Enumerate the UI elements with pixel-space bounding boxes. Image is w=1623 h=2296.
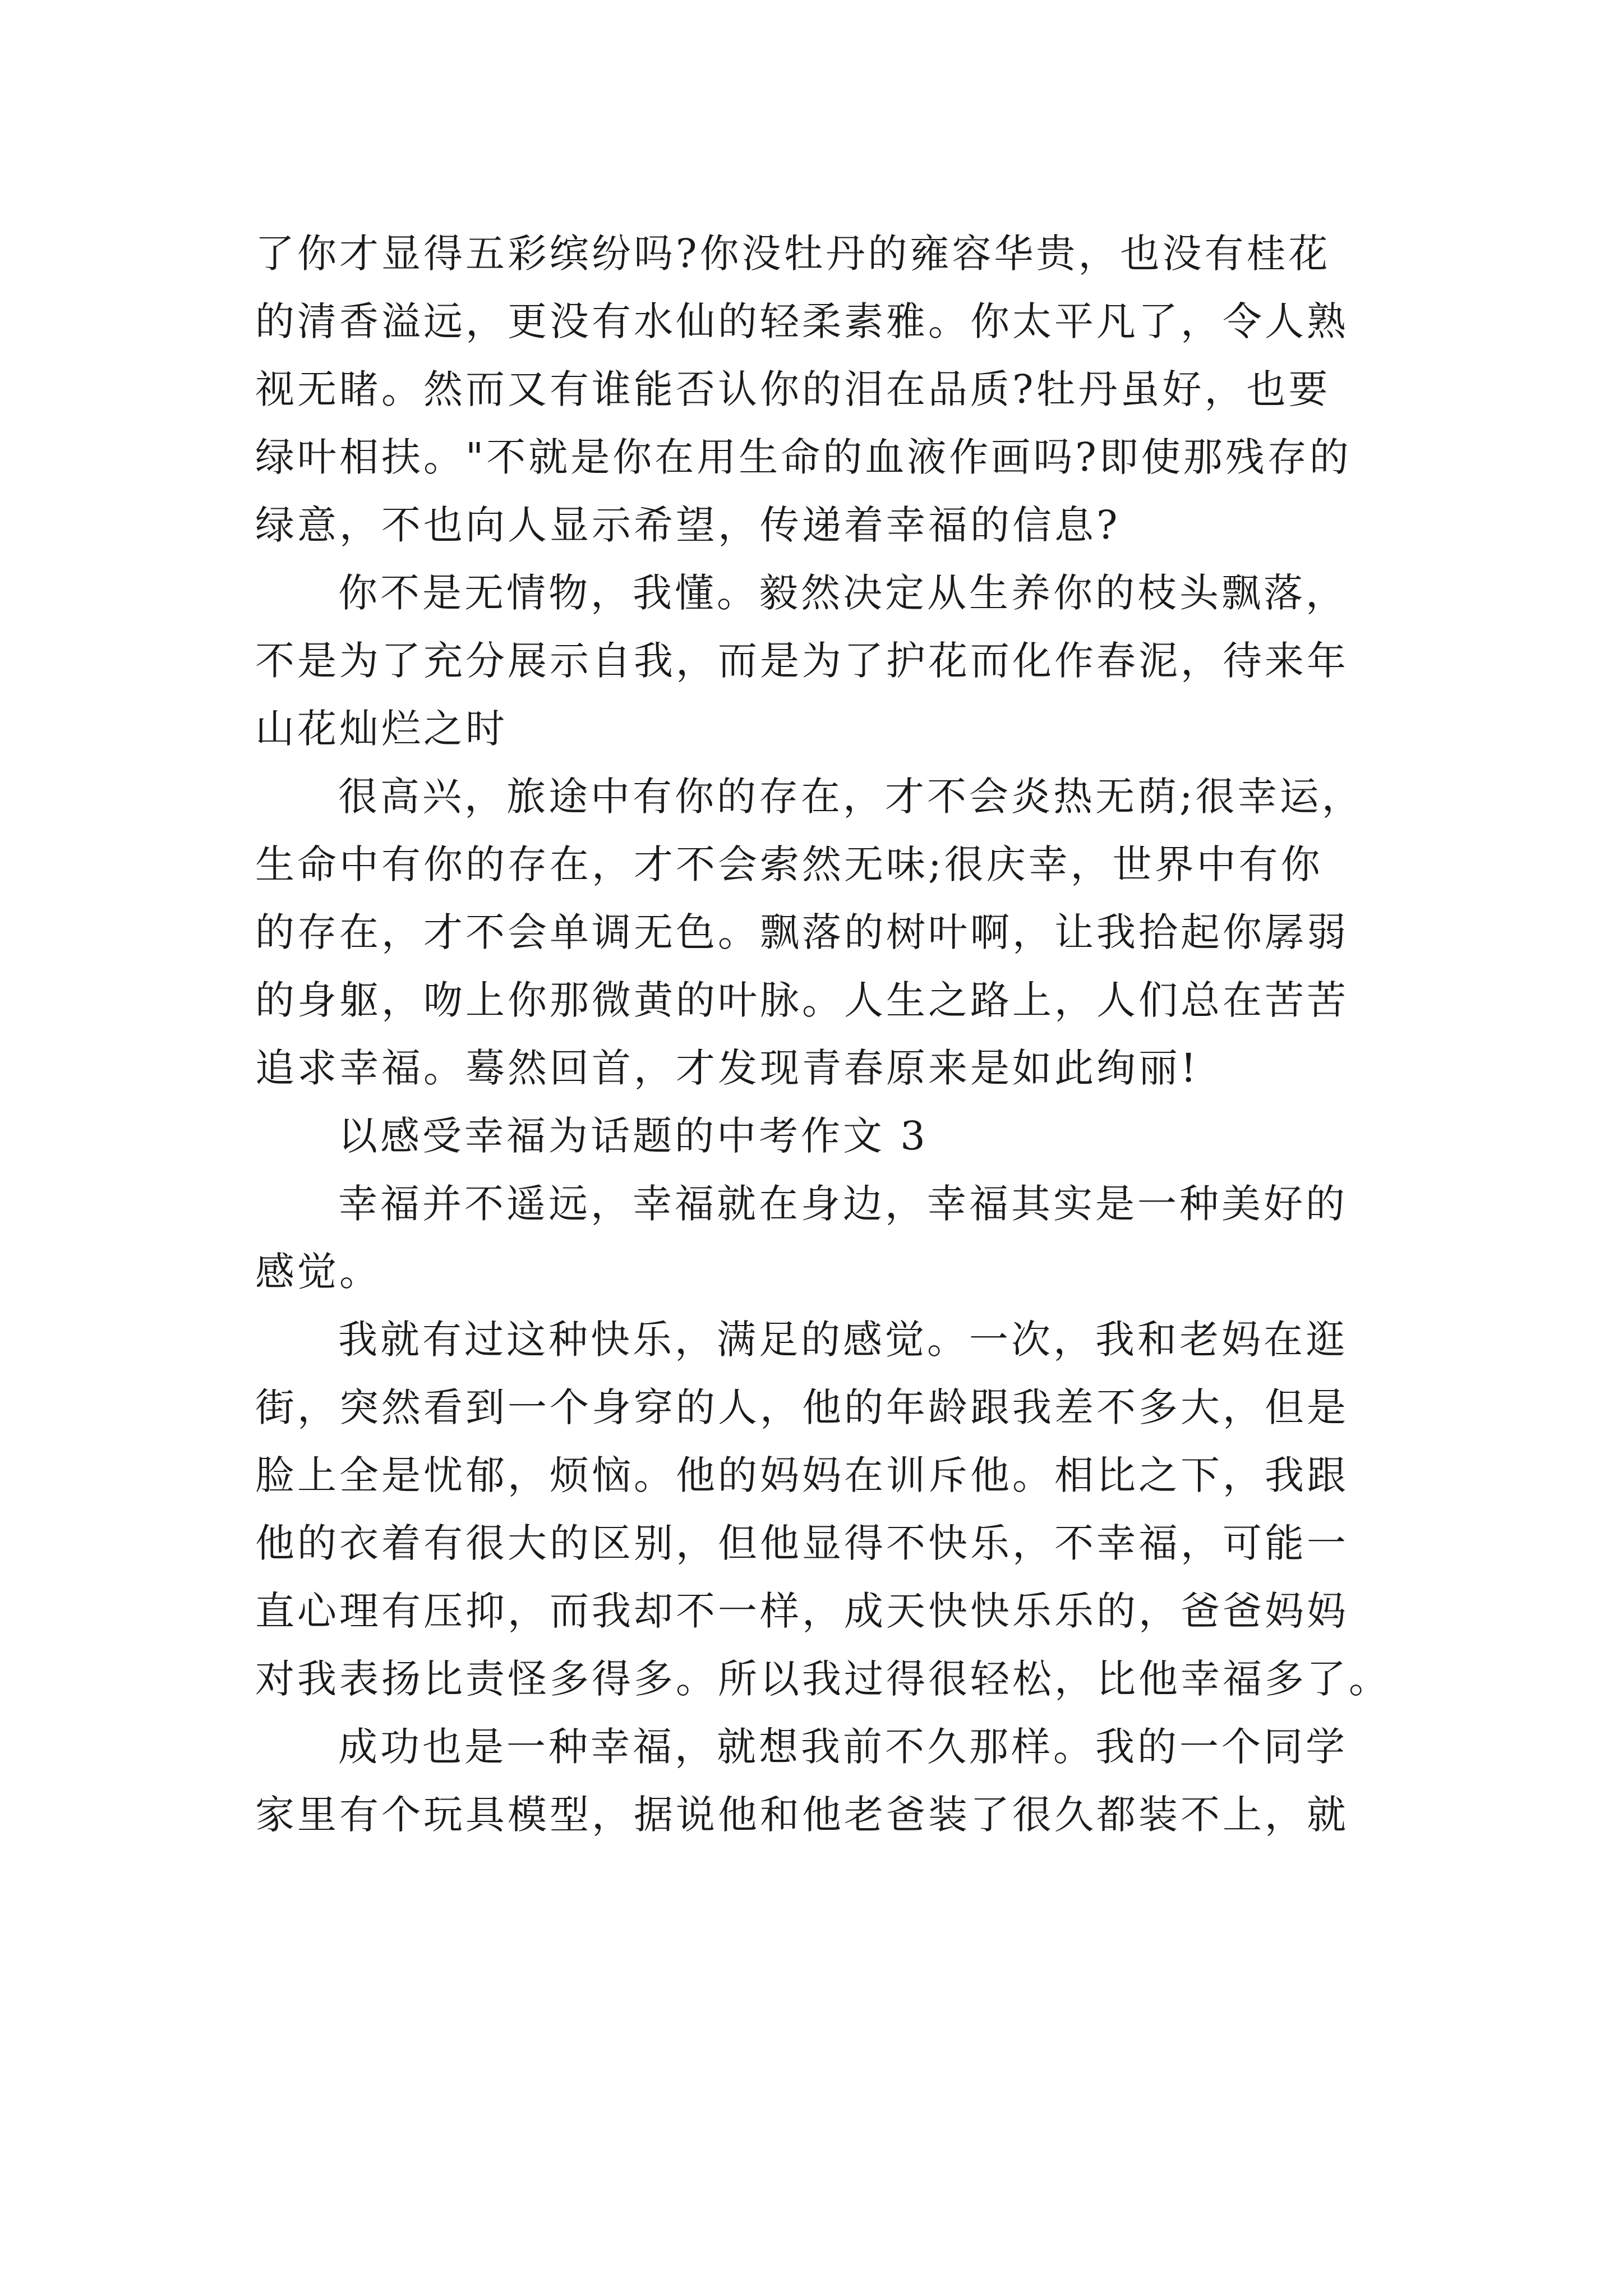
text-line: 了你才显得五彩缤纷吗?你没牡丹的雍容华贵，也没有桂花: [255, 231, 1331, 277]
text-line: 山花灿烂之时: [255, 706, 508, 752]
paragraph: [255, 763, 1394, 1102]
text-line: 你不是无情物，我懂。毅然决定从生养你的枝头飘落，: [338, 570, 1348, 616]
heading-text: 以感受幸福为话题的中考作文 3: [338, 1113, 928, 1159]
paragraph: [255, 220, 1394, 559]
section-heading: [255, 1102, 1394, 1170]
text-line: 成功也是一种幸福，就想我前不久那样。我的一个同学: [338, 1724, 1348, 1770]
paragraph: [255, 1713, 1394, 1849]
paragraph: [255, 1170, 1394, 1306]
paragraph: [255, 1306, 1394, 1713]
document-body: [255, 220, 1394, 1849]
text-line: 脸上全是忧郁，烦恼。他的妈妈在训斥他。相比之下，我跟: [255, 1452, 1349, 1498]
text-line: 很高兴，旅途中有你的存在，才不会炎热无荫;很幸运，: [338, 774, 1364, 820]
text-line: 的身躯，吻上你那微黄的叶脉。人生之路上，人们总在苦苦: [255, 977, 1349, 1023]
text-line: 追求幸福。蓦然回首，才发现青春原来是如此绚丽!: [255, 1045, 1200, 1091]
text-line: 对我表扬比责怪多得多。所以我过得很轻松，比他幸福多了。: [255, 1656, 1391, 1702]
text-line: 的清香溢远，更没有水仙的轻柔素雅。你太平凡了，令人熟: [255, 298, 1349, 344]
text-line: 绿叶相扶。"不就是你在用生命的血液作画吗?即使那残存的: [255, 434, 1352, 480]
text-line: 幸福并不遥远，幸福就在身边，幸福其实是一种美好的: [338, 1181, 1348, 1227]
text-line: 我就有过这种快乐，满足的感觉。一次，我和老妈在逛: [338, 1317, 1348, 1363]
text-line: 生命中有你的存在，才不会索然无味;很庆幸，世界中有你: [255, 841, 1323, 887]
text-line: 视无睹。然而又有谁能否认你的泪在品质?牡丹虽好，也要: [255, 366, 1331, 412]
text-line: 绿意，不也向人显示希望，传递着幸福的信息?: [255, 502, 1121, 548]
text-line: 不是为了充分展示自我，而是为了护花而化作春泥，待来年: [255, 638, 1349, 684]
text-line: 他的衣着有很大的区别，但他显得不快乐，不幸福，可能一: [255, 1520, 1349, 1566]
text-line: 街，突然看到一个身穿的人，他的年龄跟我差不多大，但是: [255, 1384, 1349, 1430]
text-line: 的存在，才不会单调无色。飘落的树叶啊，让我拾起你孱弱: [255, 909, 1349, 955]
paragraph: [255, 559, 1394, 763]
text-line: 家里有个玩具模型，据说他和他老爸装了很久都装不上，就: [255, 1792, 1349, 1838]
text-line: 感觉。: [255, 1249, 381, 1295]
text-line: 直心理有压抑，而我却不一样，成天快快乐乐的，爸爸妈妈: [255, 1588, 1349, 1634]
